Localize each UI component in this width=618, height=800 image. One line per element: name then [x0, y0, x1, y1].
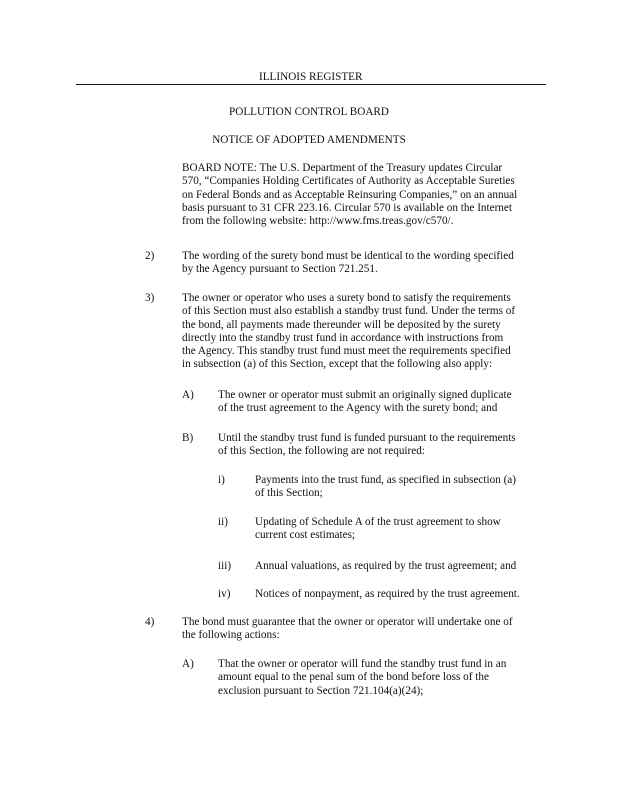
item-line: of the trust agreement to the Agency with the surety bond; and	[218, 402, 498, 415]
item-line: The bond must guarantee that the owner or operator will undertake one of	[182, 616, 513, 628]
item-line: The wording of the surety bond must be identical to the wording specified	[182, 250, 514, 262]
item-number: i)	[218, 474, 225, 486]
item-line: Notices of nonpayment, as required by the trust agreement.	[255, 588, 520, 600]
item-3a-text	[218, 389, 512, 416]
item-line: of this Section;	[255, 487, 323, 500]
board-note-line: BOARD NOTE: The U.S. Department of the Treasury updates Circular	[182, 162, 503, 174]
item-line: in subsection (a) of this Section, except that the following also apply:	[182, 358, 493, 371]
item-line: of this Section must also establish a standby trust fund. Under the terms of	[182, 305, 516, 318]
item-line: the following actions:	[182, 629, 280, 642]
item-line: Annual valuations, as required by the trust agreement; and	[255, 560, 517, 572]
item-line: The owner or operator who uses a surety bond to satisfy the requirements	[182, 292, 511, 304]
item-line: That the owner or operator will fund the standby trust fund in an	[218, 658, 507, 670]
item-line: amount equal to the penal sum of the bond before loss of the	[218, 671, 489, 684]
item-line: current cost estimates;	[255, 529, 356, 542]
notice-title: NOTICE OF ADOPTED AMENDMENTS	[212, 134, 406, 146]
item-line: directly into the standby trust fund in accordance with instructions from	[182, 331, 504, 344]
item-number: iv)	[218, 588, 231, 600]
item-number: 4)	[145, 616, 155, 628]
item-number: A)	[182, 389, 194, 401]
item-number: B)	[182, 432, 194, 444]
board-title: POLLUTION CONTROL BOARD	[229, 106, 389, 118]
board-note-line: from the following website: http://www.fms.treas.gov/c570/.	[182, 215, 454, 228]
item-line: Until the standby trust fund is funded pursuant to the requirements	[218, 432, 516, 444]
item-3b-ii-text	[255, 516, 501, 543]
item-4a-text	[218, 658, 506, 698]
item-line: the Agency. This standby trust fund must meet the requirements specified	[182, 345, 511, 358]
item-3b-i-text	[255, 474, 516, 501]
item-line: by the Agency pursuant to Section 721.251.	[182, 263, 378, 276]
item-line: Payments into the trust fund, as specified in subsection (a)	[255, 474, 516, 486]
item-number: iii)	[218, 560, 232, 572]
item-3b-text	[218, 432, 516, 459]
item-3-text	[182, 292, 515, 372]
item-3b-iii-text	[255, 560, 516, 573]
board-note-line: on Federal Bonds and as Acceptable Reinsuring Companies,” on an annual	[182, 188, 518, 201]
item-2-text	[182, 250, 514, 277]
board-note-line: basis pursuant to 31 CFR 223.16. Circular 570 is available on the Internet	[182, 201, 512, 214]
item-number: 2)	[145, 250, 155, 262]
item-line: exclusion pursuant to Section 721.104(a)(24);	[218, 684, 424, 697]
register-title: ILLINOIS REGISTER	[256, 71, 365, 84]
board-note	[182, 162, 517, 228]
item-4-text	[182, 616, 513, 643]
item-line: The owner or operator must submit an originally signed duplicate	[218, 389, 512, 401]
item-line: Updating of Schedule A of the trust agreement to show	[255, 516, 501, 528]
item-number: A)	[182, 658, 194, 670]
item-number: 3)	[145, 292, 155, 304]
item-number: ii)	[218, 516, 228, 528]
board-note-line: 570, “Companies Holding Certificates of Authority as Acceptable Sureties	[182, 175, 515, 188]
item-3b-iv-text	[255, 588, 520, 601]
item-line: of this Section, the following are not required:	[218, 445, 425, 458]
item-line: the bond, all payments made thereunder will be deposited by the surety	[182, 318, 501, 331]
